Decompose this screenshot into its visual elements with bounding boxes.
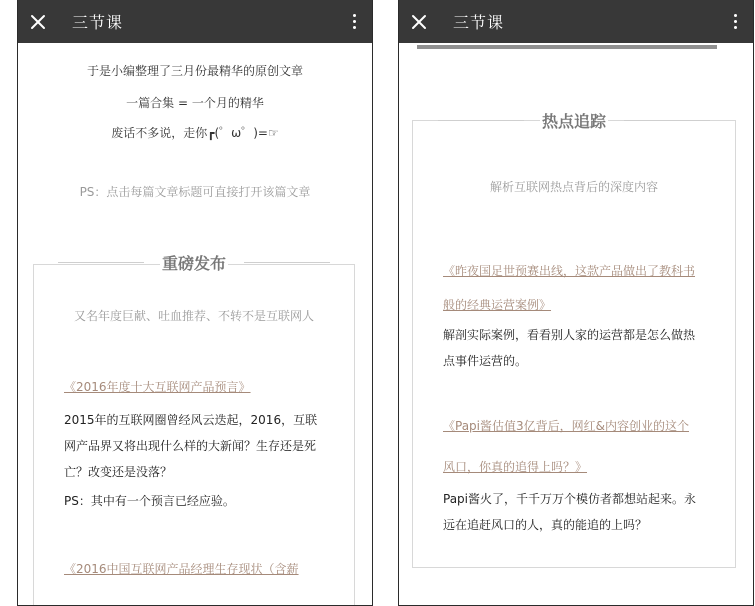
section-card-hot xyxy=(412,112,736,568)
article-desc-line-2: 网产品界又将出现什么样的大新闻？生存还是死 xyxy=(64,439,317,453)
article-desc-line-1: 解剖实际案例，看看别人家的运营都是怎么做热 xyxy=(443,328,696,342)
close-button[interactable] xyxy=(399,0,439,43)
article-link[interactable]: 《2016年度十大互联网产品预言》 xyxy=(64,380,251,394)
top-bar xyxy=(399,0,753,43)
close-button[interactable] xyxy=(18,0,58,43)
section-subtitle: 又名年度巨献、吐血推荐、不转不是互联网人 xyxy=(73,309,314,323)
article-desc-line-2: 点事件运营的。 xyxy=(443,354,528,368)
intro-line-2: 一篇合集 = 一个月的精华 xyxy=(126,96,264,110)
close-icon xyxy=(30,14,46,30)
page-title: 三节课 xyxy=(72,13,124,32)
page-title: 三节课 xyxy=(453,13,505,32)
article-desc-line-1: 2015年的互联网圈曾经风云迭起，2016，互联 xyxy=(64,413,318,427)
section-title: 热点追踪 xyxy=(540,109,608,132)
article-link-line-2[interactable]: 般的经典运营案例》 xyxy=(443,298,552,312)
article-desc-line-1: Papi酱火了，千千万万个模仿者都想站起来。永 xyxy=(443,492,697,506)
article-desc-line-2: 远在追赶风口的人，真的能追的上吗？ xyxy=(443,518,648,532)
section-header xyxy=(413,109,735,132)
more-menu-button[interactable] xyxy=(344,0,364,43)
section-title: 重磅发布 xyxy=(160,251,228,274)
article-link-line-1[interactable]: 《昨夜国足世预赛出线，这款产品做出了教科书 xyxy=(443,264,696,278)
more-menu-button[interactable] xyxy=(725,0,745,43)
article-link-line-1[interactable]: 《Papi酱估值3亿背后，网红&内容创业的这个 xyxy=(443,419,689,433)
phone-screen-right xyxy=(398,0,754,606)
article-note: PS：其中有一个预言已经应验。 xyxy=(64,494,235,508)
section-header xyxy=(34,251,354,274)
article-link[interactable]: 《2016中国互联网产品经理生存现状（含薪 xyxy=(64,562,299,576)
intro-line-1: 于是小编整理了三月份最精华的原创文章 xyxy=(86,64,303,78)
section-card-featured xyxy=(33,254,355,606)
intro-ps: PS：点击每篇文章标题可直接打开该篇文章 xyxy=(79,185,311,199)
close-icon xyxy=(411,14,427,30)
top-bar xyxy=(18,0,372,43)
article-link-line-2[interactable]: 风口，你真的追得上吗？》 xyxy=(443,460,588,474)
more-vertical-icon xyxy=(353,14,356,17)
article-desc-line-3: 亡？改变还是没落？ xyxy=(64,465,173,479)
progress-line xyxy=(417,45,717,49)
more-vertical-icon xyxy=(734,14,737,17)
section-subtitle: 解析互联网热点背后的深度内容 xyxy=(489,180,658,194)
phone-screen-left xyxy=(17,0,373,606)
intro-line-3: 废话不多说，走你┏(゜ω゜)=☞ xyxy=(111,126,279,140)
